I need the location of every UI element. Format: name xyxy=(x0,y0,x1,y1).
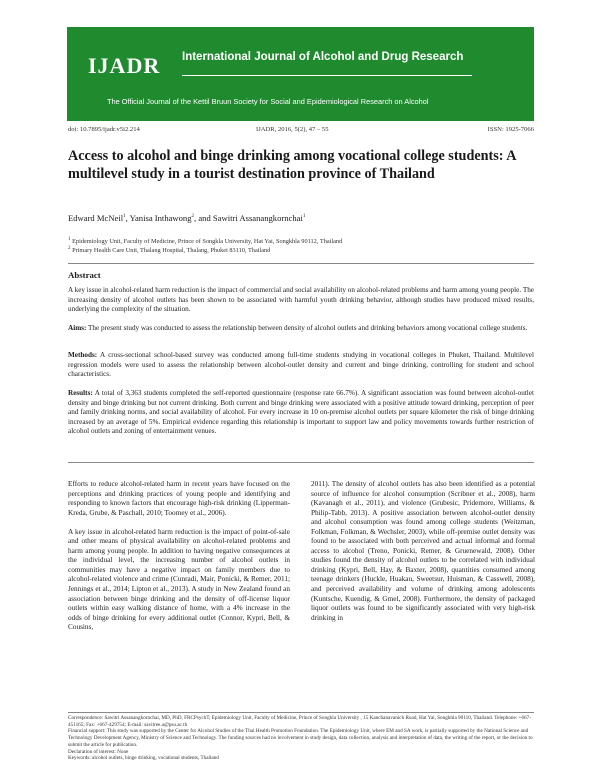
divider xyxy=(68,712,534,713)
results-text: A total of 3,363 students completed the self-reported questionnaire (response rate 66.7%). A significant association was found between alcohol-outlet density and binge drinking but not current drinking. Both current and binge drinking were associated with a positive attitude toward drinking, perception of peer and family drinking norms, and social availability of alcohol. For every increase in 10 on-premise alcohol outlets per square kilometer the risk of binge drinking increased by an average of 5%. Empirical evidence regarding this relationship is important to support law and policy movements towards further restriction of alcohol outlets and zoning of entertainment venues. xyxy=(68,389,534,436)
affiliation-marker: 2 xyxy=(68,246,71,251)
affiliation xyxy=(68,246,270,254)
author-list xyxy=(68,213,305,223)
aims-text: The present study was conducted to assess the relationship between density of alcohol outlets and drinking behaviors among vocational college students. xyxy=(86,324,528,332)
body-paragraph: Efforts to reduce alcohol-related harm in recent years have focused on the perceptions and drinking practices of young people and identifying and responding to known factors that encourage high-risk drinking (Lipperman-Kreda, Grube, & Paschall, 2010; Toomey et al., 2006). xyxy=(68,480,290,517)
journal-subtitle: The Official Journal of the Kettil Bruun Society for Social and Epidemiological Research on Alcohol xyxy=(107,97,429,106)
body-paragraph: 2011). The density of alcohol outlets has also been identified as a potential source of influence for alcohol consumption (Scribner et al., 2008), harm (Kavanagh et al., 2011), and violence (Grubesic, Pridemore, Williams, & Philip-Tabb, 2013). A positive association between alcohol-outlet density and alcohol consumption was found among college students (Weitzman, Folkman, Folkman, & Wechsler, 2003), while off-premise outlet density was found to be associated with both perceived and actual informal and formal access to alcohol (Treno, Ponicki, Remer, & Gruenewald, 2008). Other studies found the density of alcohol outlets to be correlated with individual drinking (Kypri, Bell, Hay, & Baxter, 2008), quantities consumed among teenage drinkers (Huckle, Huakau, Sweetsur, Huisman, & Casswell, 2008), and perceived availability and volume of drinking among adolescents (Kuntsche, Kuendig, & Gmel, 2008). Furthermore, the density of packaged liquor outlets was found to be significantly associated with very high-risk drinking in xyxy=(311,480,535,622)
affiliation-marker: 1 xyxy=(68,237,71,242)
journal-banner xyxy=(67,27,534,121)
results-label: Results: xyxy=(68,389,93,397)
author-affiliation-marker: 1 xyxy=(123,214,126,220)
divider xyxy=(68,462,534,463)
interest-declaration: Declaration of interest: None xyxy=(68,748,129,755)
citation: IJADR, 2016, 5(2), 47 – 55 xyxy=(256,126,329,133)
methods-label: Methods: xyxy=(68,351,98,359)
author-name: Sawitri Assanangkornchai xyxy=(212,213,303,223)
affiliation xyxy=(68,237,342,245)
journal-title: International Journal of Alcohol and Drug Research xyxy=(182,51,464,63)
affiliation-text: Epidemiology Unit, Faculty of Medicine, Prince of Songkla University, Hat Yai, Songkhla 90112, Thailand xyxy=(70,238,343,246)
author-affiliation-marker: 2 xyxy=(191,214,195,220)
abstract-heading: Abstract xyxy=(68,270,101,280)
divider xyxy=(68,263,534,264)
aims-label: Aims: xyxy=(68,324,87,332)
correspondence-note: Correspondence: Sawitri Assanangkornchai, MD, PhD, FRCPsychT, Epidemiology Unit, Faculty of Medicine, Prince of Songkla University , 15 Kanchanavanich Road, Hat Yai, Songkhla 90110, Thailand. Telephone: +667-451165; Fax: +667-429754; E-mail: savitree.a@psu.ac.th xyxy=(68,715,531,728)
body-column-right xyxy=(311,480,535,633)
author-name: Edward McNeil xyxy=(68,213,124,223)
author-affiliation-marker: 1 xyxy=(302,214,306,220)
abstract-methods xyxy=(68,351,534,380)
author-separator: , xyxy=(125,213,130,223)
issn: ISSN: 1925-7066 xyxy=(487,126,534,133)
body-paragraph: A key issue in alcohol-related harm reduction is the impact of point-of-sale and other means of physical availability on alcohol-related problems and harm among young people. In addition to having negative consequences at the individual level, the increasing number of alcohol outlets in communities may have a negative impact on family members due to alcohol-related violence and crime (Cunradi, Mair, Ponicki, & Remer, 2011; Jennings et al., 2014; Lipton et al., 2013). A study in New Zealand found an association between binge drinking and the density of off-license liquor outlets within easy walking distance of home, with a 4% increase in the odds of binge drinking for every additional outlet (Connor, Kypri, Bell, & Cousins, xyxy=(68,527,290,632)
affiliation-text: Primary Health Care Unit, Thalang Hospital, Thalang, Phuket 83110, Thailand xyxy=(70,247,271,255)
doi-link[interactable]: doi: 10.7895/ijadr.v5i2.214 xyxy=(68,126,140,133)
keywords: Keywords: alcohol outlets, binge drinking, vocational students, Thailand xyxy=(68,755,219,762)
abstract-aims xyxy=(68,324,534,334)
author-name: Yanisa Inthawong xyxy=(129,213,192,223)
article-title: Access to alcohol and binge drinking among vocational college students: A multilevel study in a tourist destination province of Thailand xyxy=(68,148,516,182)
methods-text: A cross-sectional school-based survey was conducted among full-time students studying in vocational colleges in Phuket, Thailand. Multilevel regression models were used to assess the relationship between alcohol-outlet density and current and binge drinking, controlling for student and school characteristics. xyxy=(68,351,534,379)
journal-logo: IJADR xyxy=(88,53,161,78)
abstract-results xyxy=(68,389,534,437)
footnotes xyxy=(68,715,534,762)
abstract-intro: A key issue in alcohol-related harm reduction is the impact of commercial and social availability on alcohol-related problems and harm among young people. The increasing density of alcohol outlets has been shown to be associated with harmful youth drinking behavior, although studies have produced mixed results, underlying the complexity of the situation. xyxy=(68,286,534,314)
author-separator: , and xyxy=(194,213,213,223)
financial-support-note: Financial support: This study was supported by the Center for Alcohol Studies of the Thai Health Promotion Foundation. The Epidemiology Unit, where EM and SA work, is partially supported by the National Science and Technology Development Agency, Ministry of Science and Technology. The funding sources had no involvement in study design, data collection, analysis and interpretation of data, the writing of the report, or the decision to submit the article for publication. xyxy=(68,728,533,748)
body-column-left xyxy=(68,480,290,642)
banner-rule xyxy=(182,75,472,76)
